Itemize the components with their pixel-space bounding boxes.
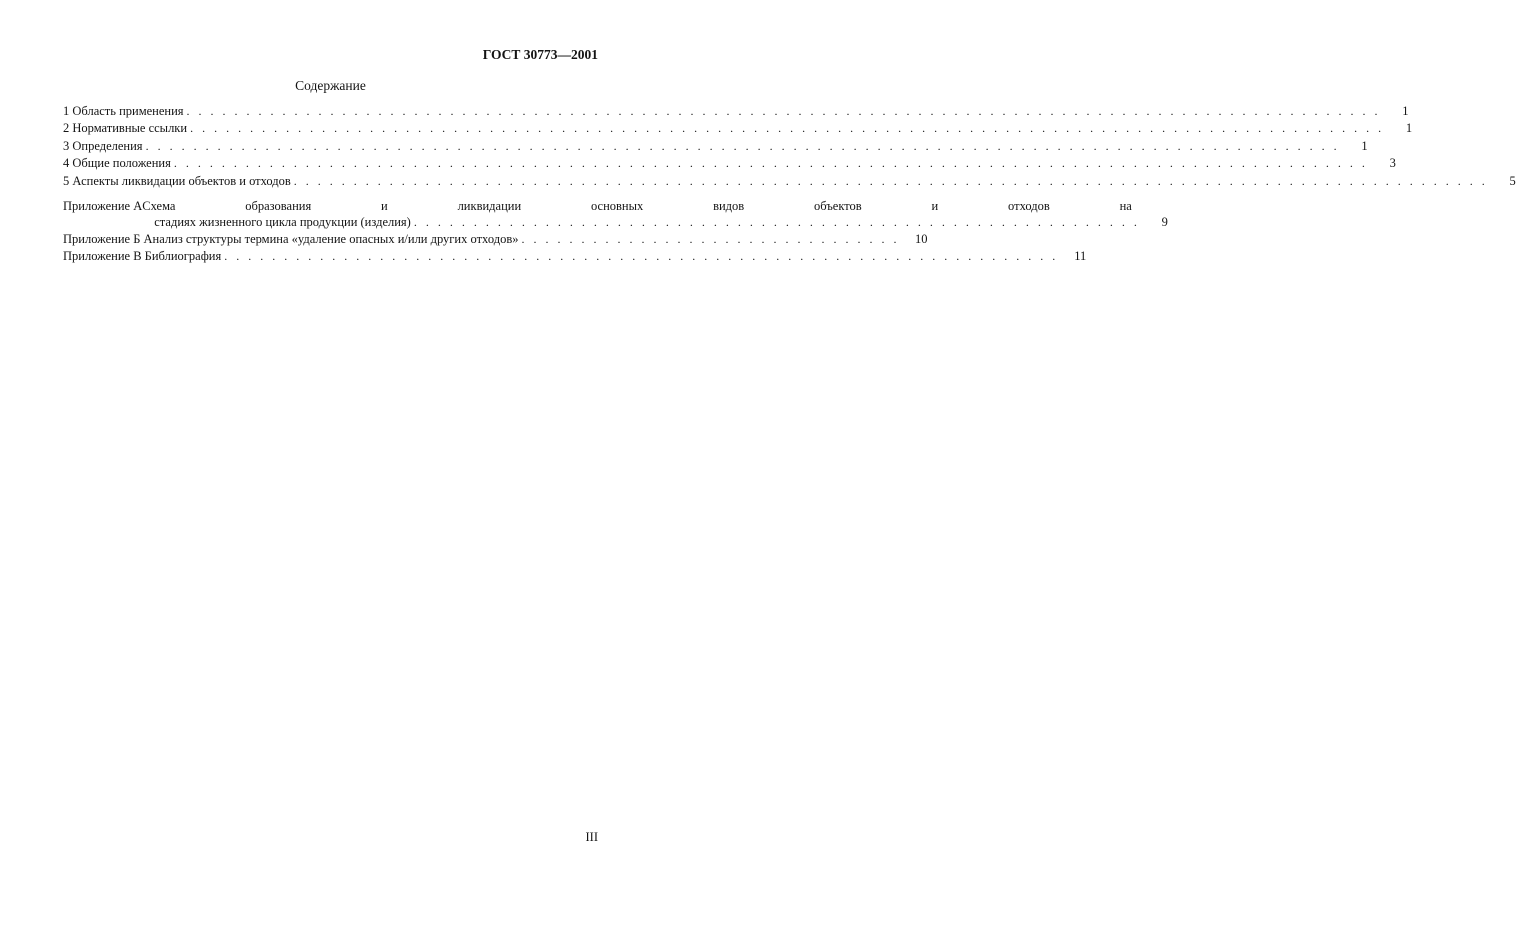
toc-entry-page: 5 xyxy=(1509,173,1516,188)
toc-entry-title: Приложение Б Анализ структуры термина «удаление опасных и/или других отходов» xyxy=(63,231,519,246)
page-number: III xyxy=(585,830,598,844)
toc-entry-page: 1 xyxy=(1361,138,1368,153)
toc-entry[interactable] xyxy=(63,102,1409,119)
toc-entry-title: Схема образования и ликвидации основных видов объектов и отходов на xyxy=(142,198,1132,213)
dot-leader: . . . . . . . . . . . . . . . . . . . . . . . . . . . . . . . . . . . . . . . . . . . . . . . . . . . . . . . . . . . . . . . . . . . . . . xyxy=(224,249,1059,264)
dot-leader: . . . . . . . . . . . . . . . . . . . . . . . . . . . . . . . . . . . . . . . . . . . . . . . . . . . . . . . . . . . . . . . . . . . . . . . . . . . . . . . . . . . . . . . . . . . . . . . . . . . . xyxy=(173,156,1368,171)
toc-entry[interactable] xyxy=(63,154,1396,171)
toc-entry-appendix[interactable] xyxy=(63,230,928,247)
toc-entry-page: 3 xyxy=(1389,156,1396,171)
toc-entry-page: 10 xyxy=(914,231,928,246)
dot-leader: . . . . . . . . . . . . . . . . . . . . . . . . . . . . . . . . . . . . . . . . . . . . . . . . . . . . . . . . . . . . . . . . . . . . . . . . . . . . . . . . . . . . . . . . . . . . . . . . . . . . xyxy=(145,138,1340,153)
toc-entry-page: 1 xyxy=(1405,121,1413,136)
table-of-contents xyxy=(63,102,1516,264)
toc-entry-page: 1 xyxy=(1402,104,1409,118)
dot-leader: . . . . . . . . . . . . . . . . . . . . . . . . . . . . . . . . . . . . . . . . . . . . . . . . . . . . . . . . . . . . . . . . . . . . . . . . . . . . . . . . . . . . . . . . . . . . . . . . . . . . xyxy=(190,121,1385,136)
toc-entry[interactable] xyxy=(63,136,1368,153)
toc-entry-title: 3 Определения xyxy=(63,138,143,153)
toc-entry-page: 9 xyxy=(1161,214,1168,229)
dot-leader: . . . . . . . . . . . . . . . . . . . . . . . . . . . . . . . . xyxy=(521,231,900,246)
toc-entry[interactable] xyxy=(63,171,1516,188)
toc-entry-title: 2 Нормативные ссылки xyxy=(63,121,188,136)
toc-title: Содержание xyxy=(295,78,366,93)
toc-entry-title: 5 Аспекты ликвидации объектов и отходов xyxy=(63,173,291,188)
toc-entry[interactable] xyxy=(63,119,1413,136)
appendix-label: Приложение А xyxy=(63,198,143,213)
dot-leader: . . . . . . . . . . . . . . . . . . . . . . . . . . . . . . . . . . . . . . . . . . . . . . . . . . . . . . . . . . . . . . . . . . . . . . . . . . . . . . . . . . . . . . . . . . . . . . . . . . . . xyxy=(186,104,1381,118)
toc-entry-title: 1 Область применения xyxy=(63,104,184,118)
toc-entry-appendix[interactable] xyxy=(63,247,1087,264)
toc-entry-title-continued: стадиях жизненного цикла продукции (изделия) xyxy=(154,214,411,229)
toc-entry-title: Приложение В Библиография xyxy=(63,249,222,264)
standard-code: ГОСТ 30773—2001 xyxy=(482,47,598,62)
dot-leader: . . . . . . . . . . . . . . . . . . . . . . . . . . . . . . . . . . . . . . . . . . . . . . . . . . . . . . . . . . . . . . . . . . . . . . . . . . . . . . . . . . . . . . . . . . . . . . . . . . . . xyxy=(293,173,1488,188)
dot-leader: . . . . . . . . . . . . . . . . . . . . . . . . . . . . . . . . . . . . . . . . . . . . . . . . . . . . . . . . . . . . . xyxy=(413,214,1140,229)
toc-entry-page: 11 xyxy=(1074,249,1087,264)
toc-entry-appendix[interactable] xyxy=(63,198,1168,230)
toc-entry-title: 4 Общие положения xyxy=(63,156,171,171)
